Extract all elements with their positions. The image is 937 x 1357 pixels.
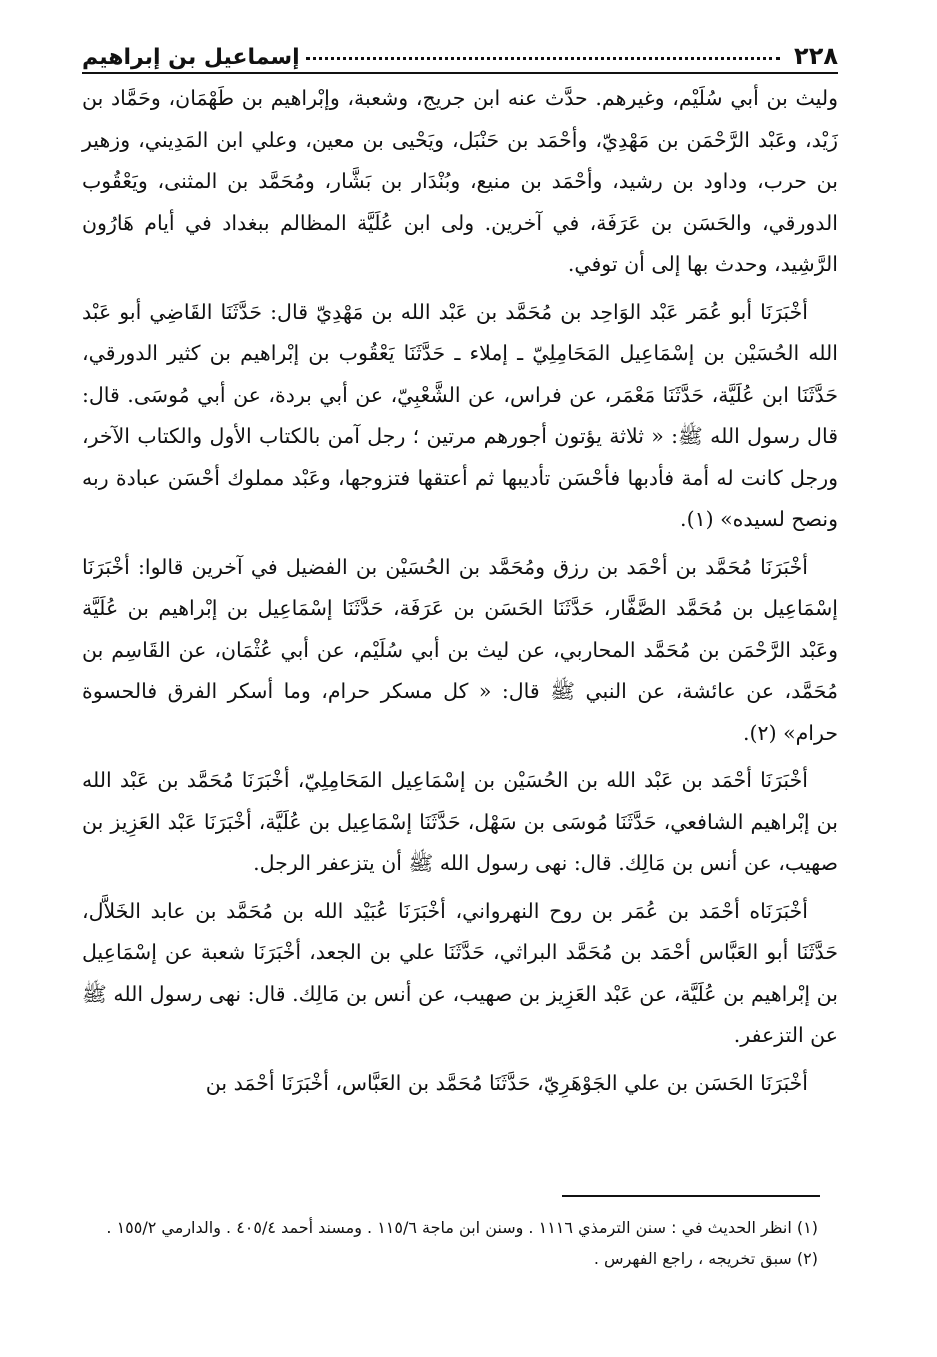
footnotes — [82, 1212, 818, 1274]
paragraph-hadith-5: أخْبَرَنَا الحَسَن بن علي الجَوْهَرِيّ، حَدَّثَنَا مُحَمَّد بن العَبَّاس، أخْبَرَنَا أحْمَد بن — [205, 1070, 808, 1095]
paragraph-hadith-4: أخْبَرَنَاه أحْمَد بن عُمَر بن روح النهرواني، أخْبَرَنَا عُبَيْد الله بن مُحَمَّد بن عابد الخَلاَّل، حَدَّثَنَا أبو العَبَّاس أحْمَد بن مُحَمَّد البراثي، حَدَّثَنَا علي بن الجعد، أخْبَرَنَا شعبة عن إسْمَاعِيل بن إبْراهيم بن عُلَيَّة، عن عَبْد العَزِيز بن صهيب، عن أنس بن مَالِك. قال: نهى رسول الله ﷺ عن التزعفر. — [82, 898, 838, 1047]
footnote-1: (١) انظر الحديث في : سنن الترمذي ١١١٦ . وسنن ابن ماجة ١١٥/٦ . ومسند أحمد ٤٠٥/٤ . والدارمي ١٥٥/٢ . — [106, 1218, 818, 1237]
footnote-2: (٢) سبق تخريجه ، راجع الفهرس . — [593, 1249, 818, 1268]
running-title: إسماعيل بن إبراهيم — [82, 45, 300, 70]
paragraph-hadith-2: أخْبَرَنَا مُحَمَّد بن أحْمَد بن رزق ومُحَمَّد بن الحُسَيْن بن الفضيل في آخرين قالوا: أخْبَرَنَا إسْمَاعِيل بن مُحَمَّد الصَّفَّار، حَدَّثَنَا الحَسَن بن عَرَفَة، حَدَّثَنَا إسْمَاعِيل بن إبْراهيم بن عُلَيَّة وعَبْد الرَّحْمَن بن مُحَمَّد المحاربي، عن ليث بن أبي سُلَيْم، عن أبي عُثْمَان، عن القَاسِم بن مُحَمَّد، عن عائشة، عن النبي ﷺ قال: « كل مسكر حرام، وما أسكر الفرق فالحسوة حرام» (٢). — [82, 554, 838, 745]
header-leader-dots — [306, 57, 780, 60]
main-text — [82, 78, 838, 1110]
paragraph-hadith-1: أخْبَرَنَا أبو عُمَر عَبْد الوَاحِد بن مُحَمَّد بن عَبْد الله بن مَهْدِيّ قال: حَدَّثَنَا القَاضِي أبو عَبْد الله الحُسَيْن بن إسْمَاعِيل المَحَامِلِيّ ـ إملاء ـ حَدَّثَنَا يَعْقُوب بن إبْراهيم بن كثير الدورقي، حَدَّثَنَا ابن عُلَيَّة، حَدَّثَنَا مَعْمَر، عن فراس، عن الشَّعْبِيّ، عن أبي بردة، عن أبي مُوسَى. قال: قال رسول الله ﷺ: « ثلاثة يؤتون أجورهم مرتين ؛ رجل آمن بالكتاب الأول والكتاب الآخر، ورجل كانت له أمة فأدبها فأحْسَن تأديبها ثم أعتقها فتزوجها، وعَبْد مملوك أحْسَن عبادة ربه ونصح لسيده» (١). — [82, 299, 838, 531]
paragraph-continuation: وليث بن أبي سُلَيْم، وغيرهم. حدَّث عنه ابن جريج، وشعبة، وإبْراهيم بن طَهْمَان، وحَمَّاد بن زَيْد، وعَبْد الرَّحْمَن بن مَهْدِيّ، وأحْمَد بن حَنْبَل، ويَحْيى بن معين، وعلي ابن المَدِيني، وزهير بن حرب، وداود بن رشيد، وأحْمَد بن منيع، وبُنْدَار بن بَشَّار، ومُحَمَّد بن المثنى، ويَعْقُوب الدورقي، والحَسَن بن عَرَفَة، في آخرين. ولى ابن عُلَيَّة المظالم ببغداد في أيام هَارُون الرَّشِيد، وحدث بها إلى أن توفي. — [82, 86, 838, 276]
paragraph-hadith-3: أخْبَرَنَا أحْمَد بن عَبْد الله بن الحُسَيْن بن إسْمَاعِيل المَحَامِلِيّ، أخْبَرَنَا مُحَمَّد بن عَبْد الله بن إبْراهيم الشافعي، حَدَّثَنَا مُوسَى بن سَهْل، حَدَّثَنَا إسْمَاعِيل بن عُلَيَّة، أخْبَرَنَا عَبْد العَزِيز بن صهيب، عن أنس بن مَالِك. قال: نهى رسول الله ﷺ أن يتزعفر الرجل. — [82, 768, 838, 875]
footnote-separator — [562, 1195, 820, 1197]
page-header — [82, 30, 838, 74]
page-number: ٢٢٨ — [794, 42, 838, 70]
